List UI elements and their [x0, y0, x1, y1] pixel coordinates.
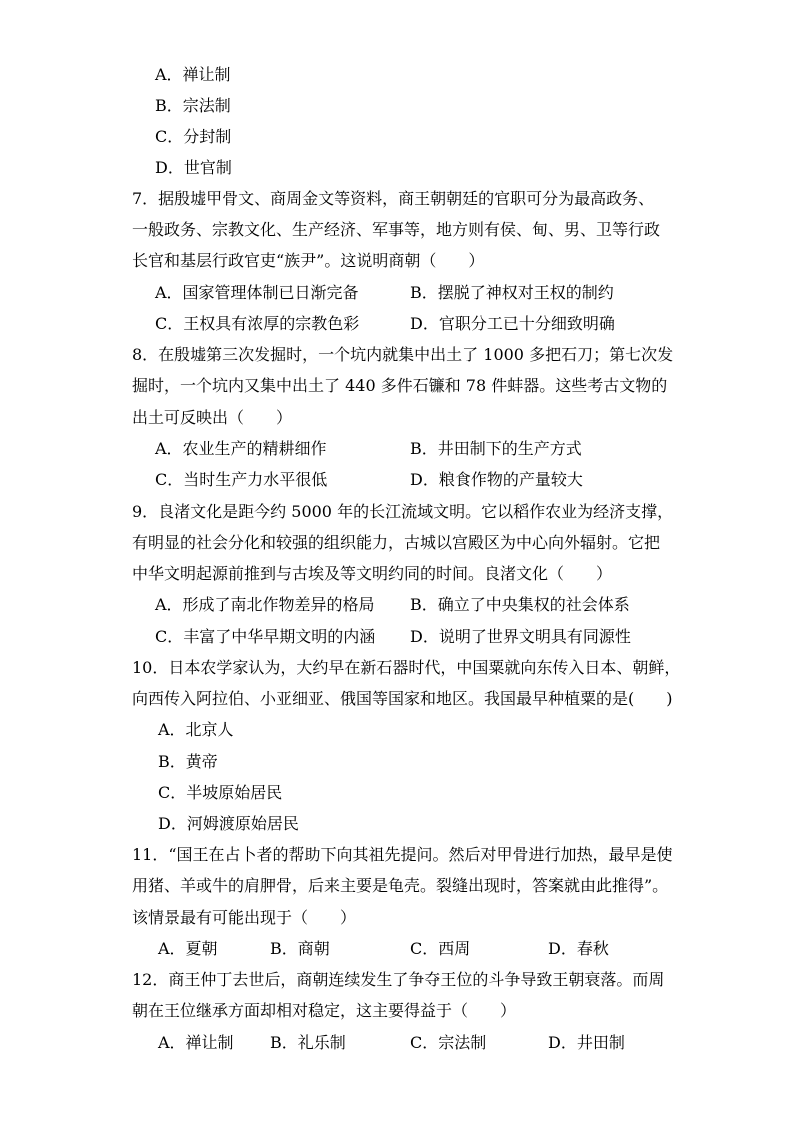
q9-stem-line-1: 9．良渚文化是距今约 5000 年的长江流域文明。它以稻作农业为经济支撑，	[132, 502, 674, 521]
q11-stem-line-2: 用猪、羊或牛的肩胛骨，后来主要是龟壳。裂缝出现时，答案就由此推得”。	[132, 876, 669, 895]
q6-option-b[interactable]: B．宗法制	[155, 96, 231, 115]
q11-option-a[interactable]: A．夏朝	[158, 939, 218, 958]
q7-stem-line-3: 长官和基层行政官吏“族尹”。这说明商朝（ ）	[132, 251, 485, 270]
q6-option-c[interactable]: C．分封制	[155, 127, 232, 146]
q9-option-d[interactable]: D．说明了世界文明具有同源性	[410, 627, 631, 646]
q11-stem-line-1: 11．“国王在占卜者的帮助下向其祖先提问。然后对甲骨进行加热，最早是使	[132, 845, 673, 864]
q9-option-c[interactable]: C．丰富了中华早期文明的内涵	[155, 627, 376, 646]
q8-option-b[interactable]: B．井田制下的生产方式	[410, 439, 582, 458]
q12-stem-line-1: 12．商王仲丁去世后，商朝连续发生了争夺王位的斗争导致王朝衰落。而周	[132, 970, 665, 989]
q7-option-d[interactable]: D．官职分工已十分细致明确	[410, 314, 615, 333]
q12-stem-line-2: 朝在王位继承方面却相对稳定，这主要得益于（ ）	[132, 1001, 517, 1020]
q7-stem-line-1: 7．据殷墟甲骨文、商周金文等资料，商王朝朝廷的官职可分为最高政务、	[132, 189, 655, 208]
q6-option-d[interactable]: D．世官制	[155, 158, 232, 177]
q8-option-d[interactable]: D．粮食作物的产量较大	[410, 470, 583, 489]
q6-option-a[interactable]: A．禅让制	[155, 65, 231, 84]
q8-stem-line-1: 8．在殷墟第三次发掘时，一个坑内就集中出土了 1000 多把石刀；第七次发	[132, 345, 674, 364]
q8-stem-line-2: 掘时，一个坑内又集中出土了 440 多件石镰和 78 件蚌器。这些考古文物的	[132, 376, 668, 395]
q9-option-b[interactable]: B．确立了中央集权的社会体系	[410, 595, 630, 614]
q10-option-a[interactable]: A．北京人	[158, 720, 234, 739]
q7-stem-line-2: 一般政务、宗教文化、生产经济、军事等，地方则有侯、甸、男、卫等行政	[132, 220, 661, 239]
q7-option-c[interactable]: C．王权具有浓厚的宗教色彩	[155, 314, 360, 333]
q11-stem-line-3: 该情景最有可能出现于（ ）	[132, 908, 357, 927]
q9-stem-line-2: 有明显的社会分化和较强的组织能力，古城以宫殿区为中心向外辐射。它把	[132, 533, 661, 552]
q12-option-a[interactable]: A．禅让制	[158, 1033, 234, 1052]
q7-option-b[interactable]: B．摆脱了神权对王权的制约	[410, 283, 614, 302]
q9-stem-line-3: 中华文明起源前推到与古埃及等文明约同的时间。良渚文化（ ）	[132, 564, 613, 583]
q7-option-a[interactable]: A．国家管理体制已日渐完备	[155, 283, 359, 302]
q11-option-b[interactable]: B．商朝	[270, 939, 330, 958]
q11-option-c[interactable]: C．西周	[410, 939, 471, 958]
q8-option-c[interactable]: C．当时生产力水平很低	[155, 470, 328, 489]
q10-option-b[interactable]: B．黄帝	[158, 752, 218, 771]
q10-option-d[interactable]: D．河姆渡原始居民	[158, 814, 299, 833]
q12-option-c[interactable]: C．宗法制	[410, 1033, 487, 1052]
q9-option-a[interactable]: A．形成了南北作物差异的格局	[155, 595, 375, 614]
q10-option-c[interactable]: C．半坡原始居民	[158, 783, 283, 802]
q12-option-b[interactable]: B．礼乐制	[270, 1033, 346, 1052]
q12-option-d[interactable]: D．井田制	[548, 1033, 625, 1052]
q11-option-d[interactable]: D．春秋	[548, 939, 609, 958]
q10-stem-line-1: 10．日本农学家认为，大约早在新石器时代，中国粟就向东传入日本、朝鲜，	[132, 658, 681, 677]
q10-stem-line-2: 向西传入阿拉伯、小亚细亚、俄国等国家和地区。我国最早种植粟的是( )	[132, 689, 673, 708]
q8-option-a[interactable]: A．农业生产的精耕细作	[155, 439, 327, 458]
q8-stem-line-3: 出土可反映出（ ）	[132, 408, 293, 427]
